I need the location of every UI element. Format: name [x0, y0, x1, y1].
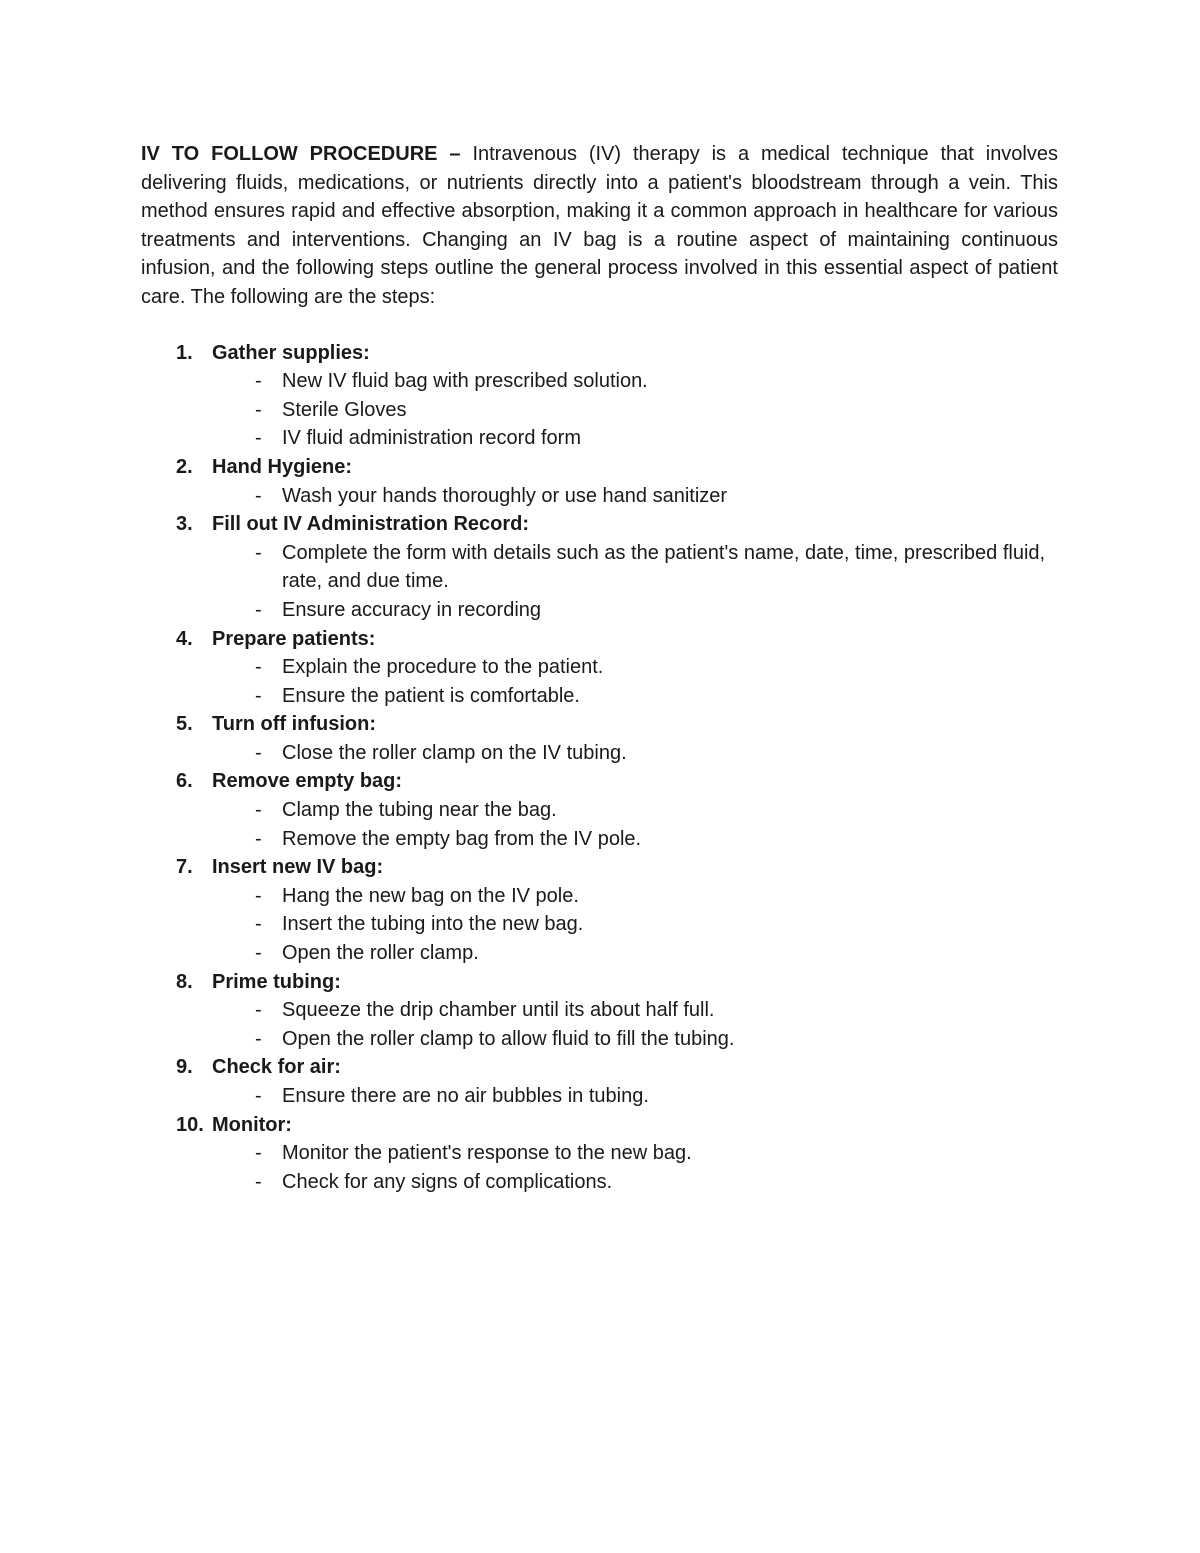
dash-bullet: - [255, 427, 262, 450]
intro-paragraph [141, 140, 1058, 312]
step-subitems [212, 1082, 1058, 1111]
step-subitem [141, 682, 1058, 711]
step-subitem-text: Explain the procedure to the patient. [282, 656, 604, 679]
step-subitems [212, 882, 1058, 968]
step-subitems [212, 739, 1058, 768]
step-subitem [141, 939, 1058, 968]
dash-bullet: - [255, 827, 262, 850]
step-subitem [141, 482, 1058, 511]
dash-bullet: - [255, 1085, 262, 1107]
dash-bullet: - [255, 684, 262, 707]
step-title: Prepare patients: [212, 627, 376, 650]
step-subitem-text: Close the roller clamp on the IV tubing. [282, 741, 627, 764]
step-subitem-text: Insert the tubing into the new bag. [282, 913, 584, 936]
step-subitem-text: Clamp the tubing near the bag. [282, 799, 557, 822]
step-subitem [141, 1139, 1058, 1168]
step-title: Gather supplies: [212, 341, 370, 364]
step-subitem [141, 367, 1058, 396]
step-title: Insert new IV bag: [212, 856, 384, 879]
step-subitems [212, 653, 1058, 710]
step-title: Prime tubing: [212, 970, 341, 993]
intro-lead: IV TO FOLLOW PROCEDURE – [141, 143, 461, 165]
step-title: Turn off infusion: [212, 713, 377, 736]
intro-body: Intravenous (IV) therapy is a medical technique that involves delivering fluids, medications, or nutrients directly into a patient's bloodstream through a vein. This method ensures rapid and effective absorption, making it a common approach in healthcare for various treatments and interventions. Changing an IV bag is a routine aspect of maintaining continuous infusion, and the following steps outline the general process involved in this essential aspect of patient care. The following are the steps: [141, 143, 1059, 308]
step-subitems [212, 1139, 1058, 1196]
step-subitem [141, 424, 1058, 453]
dash-bullet: - [255, 541, 262, 564]
step-subitem [141, 739, 1058, 768]
step-number: 8. [176, 970, 193, 993]
step-subitem [141, 825, 1058, 854]
step-subitem-text: Wash your hands thoroughly or use hand sanitizer [282, 484, 728, 507]
step-subitem-text: Ensure the patient is comfortable. [282, 684, 580, 707]
step-subitem-text: New IV fluid bag with prescribed solution. [282, 370, 648, 393]
step-subitem [141, 996, 1058, 1025]
step-subitem [141, 882, 1058, 911]
dash-bullet: - [255, 398, 262, 421]
step-subitem-text: Open the roller clamp. [282, 942, 479, 965]
step-title: Check for air: [212, 1056, 341, 1079]
step-subitem-text: Complete the form with details such as the patient's name, date, time, prescribed fluid, rate, and due time. [282, 541, 1046, 593]
step-item [141, 968, 1058, 1054]
step-subitem-text: Hang the new bag on the IV pole. [282, 884, 579, 907]
step-subitem-text: Squeeze the drip chamber until its about half full. [282, 999, 715, 1022]
step-title: Hand Hygiene: [212, 455, 353, 478]
step-title: Remove empty bag: [212, 770, 403, 793]
step-number: 7. [176, 856, 193, 879]
step-subitems [212, 367, 1058, 453]
dash-bullet: - [255, 656, 262, 679]
step-title: Monitor: [212, 1113, 292, 1136]
step-subitem [141, 653, 1058, 682]
step-item [141, 1111, 1058, 1197]
step-item [141, 853, 1058, 967]
step-subitem-text: Check for any signs of complications. [282, 1170, 613, 1193]
step-title: Fill out IV Administration Record: [212, 513, 530, 536]
step-number: 2. [176, 455, 193, 478]
step-item [141, 510, 1058, 624]
step-subitem-text: Sterile Gloves [282, 398, 407, 421]
step-subitems [212, 482, 1058, 511]
step-number: 9. [176, 1056, 193, 1079]
dash-bullet: - [255, 799, 262, 822]
step-subitem-text: Ensure accuracy in recording [282, 598, 542, 621]
dash-bullet: - [255, 598, 262, 621]
dash-bullet: - [255, 913, 262, 936]
step-item [141, 453, 1058, 510]
step-subitem-text: Monitor the patient's response to the new bag. [282, 1142, 692, 1165]
step-number: 3. [176, 513, 193, 536]
step-subitem [141, 396, 1058, 425]
step-subitem-text: Open the roller clamp to allow fluid to fill the tubing. [282, 1027, 735, 1050]
document-content [141, 140, 1058, 1196]
step-subitem [141, 910, 1058, 939]
dash-bullet: - [255, 884, 262, 907]
step-subitem-text: Ensure there are no air bubbles in tubing. [282, 1085, 649, 1107]
step-subitem [141, 1082, 1058, 1111]
step-subitems [212, 796, 1058, 853]
dash-bullet: - [255, 942, 262, 965]
step-subitem [141, 1168, 1058, 1197]
step-subitems [212, 996, 1058, 1053]
step-subitems [212, 539, 1058, 625]
step-subitem [141, 796, 1058, 825]
step-item [141, 1053, 1058, 1110]
step-number: 6. [176, 770, 193, 793]
step-subitem [141, 596, 1058, 625]
dash-bullet: - [255, 1170, 262, 1193]
step-item [141, 339, 1058, 453]
dash-bullet: - [255, 999, 262, 1022]
step-number: 1. [176, 341, 193, 364]
step-number: 10. [176, 1113, 204, 1136]
step-subitem [141, 1025, 1058, 1054]
dash-bullet: - [255, 370, 262, 393]
step-subitem-text: Remove the empty bag from the IV pole. [282, 827, 642, 850]
dash-bullet: - [255, 741, 262, 764]
step-number: 4. [176, 627, 193, 650]
step-item [141, 625, 1058, 711]
step-number: 5. [176, 713, 193, 736]
steps-list [141, 339, 1058, 1197]
dash-bullet: - [255, 1142, 262, 1165]
step-subitem [141, 539, 1058, 596]
step-subitem-text: IV fluid administration record form [282, 427, 582, 450]
dash-bullet: - [255, 1027, 262, 1050]
step-item [141, 710, 1058, 767]
dash-bullet: - [255, 484, 262, 507]
step-item [141, 767, 1058, 853]
